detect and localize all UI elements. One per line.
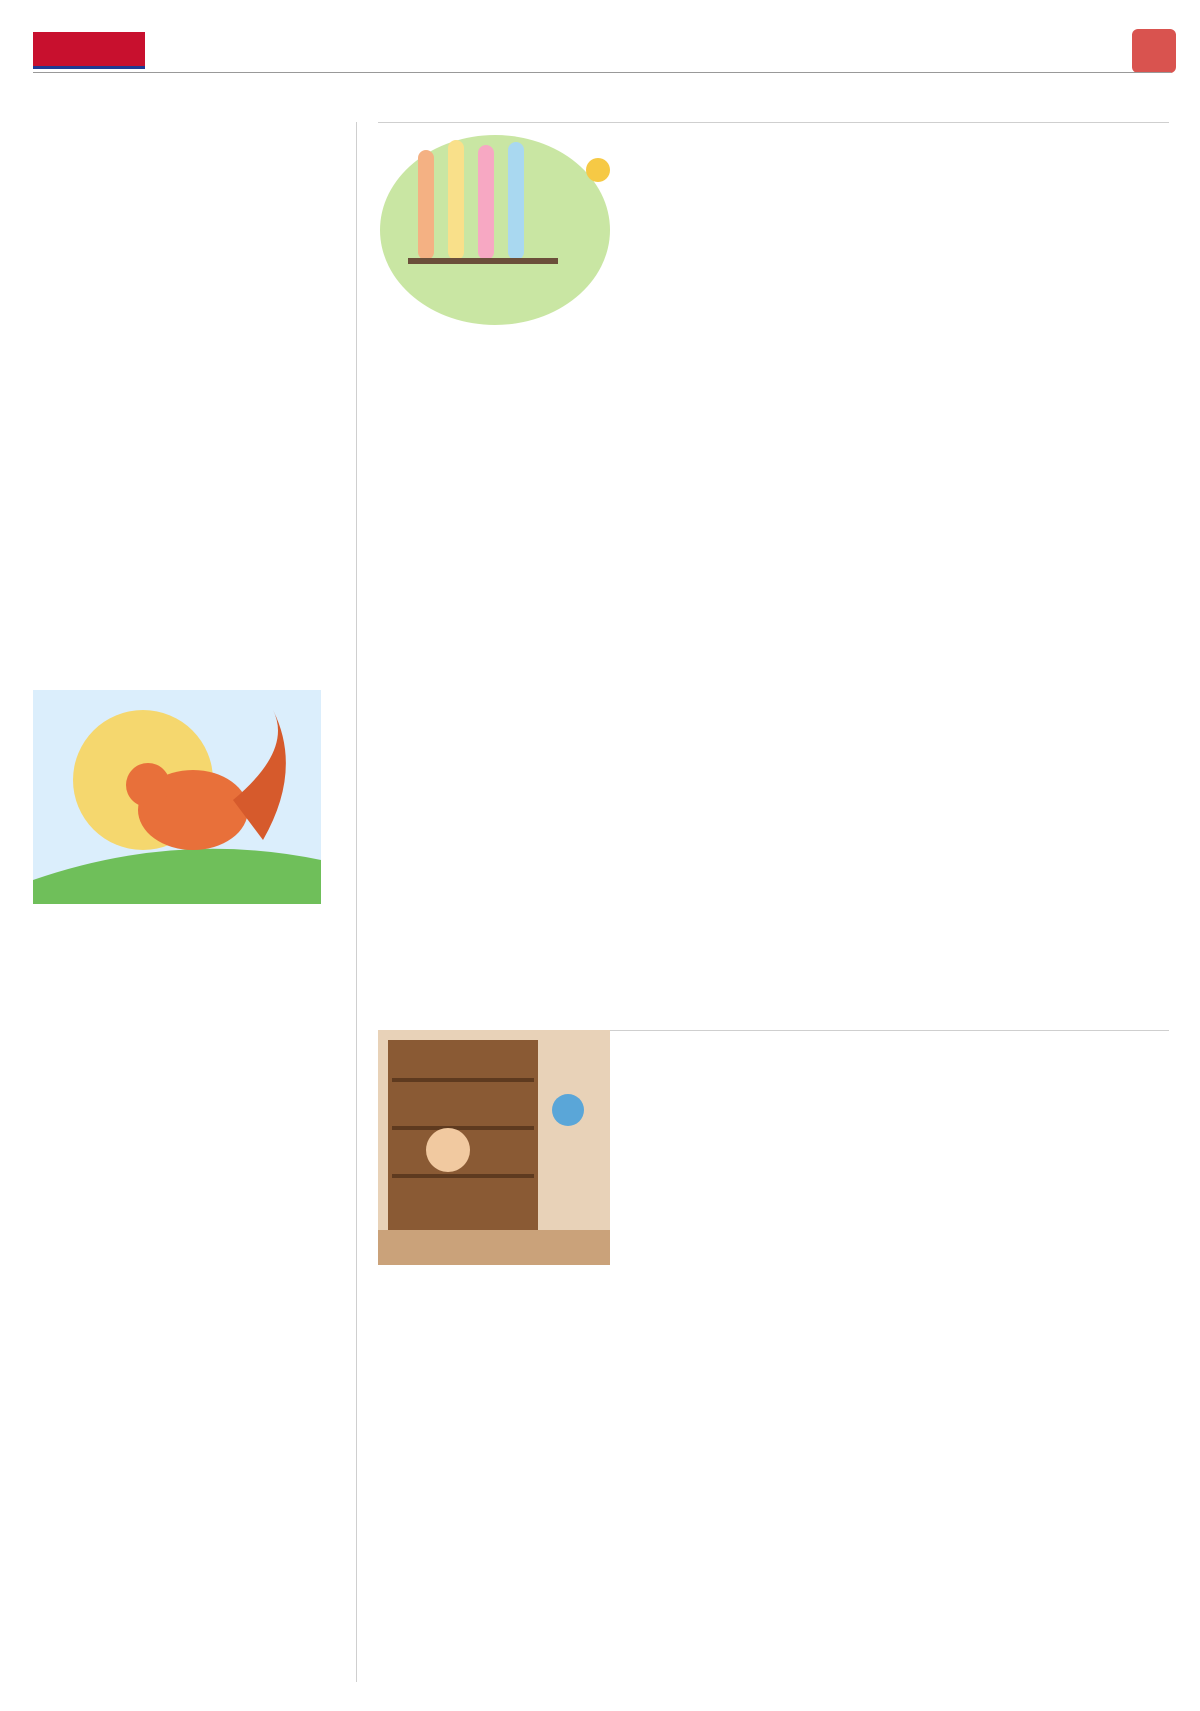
article-one-illustration (33, 690, 321, 904)
article-two-illustration (378, 130, 613, 330)
header-divider (33, 72, 1171, 73)
column-divider (356, 122, 357, 1682)
page-number-badge (1132, 29, 1176, 73)
article-two-top-rule (378, 122, 1169, 123)
newspaper-logo (33, 32, 145, 66)
article-three-illustration (378, 1030, 610, 1265)
